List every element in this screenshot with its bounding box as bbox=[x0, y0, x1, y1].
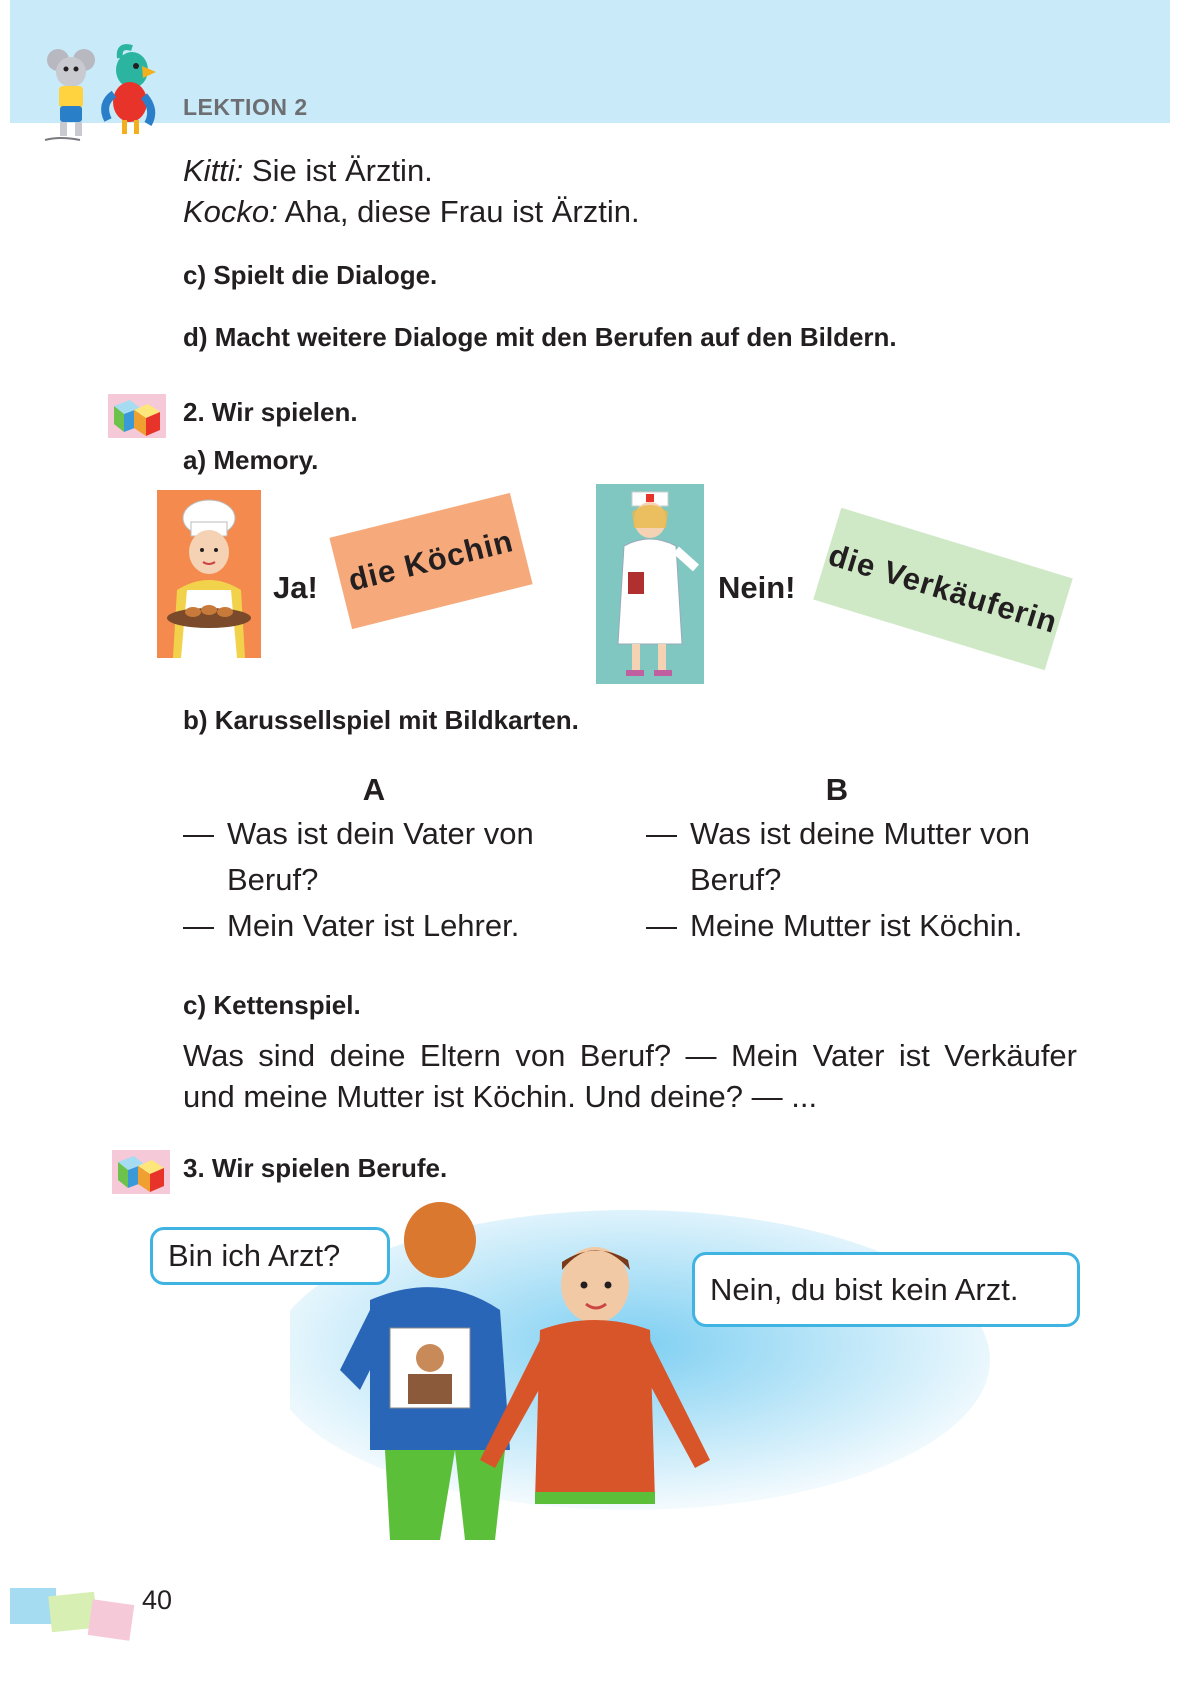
dialog-line-kocko bbox=[183, 191, 640, 232]
dialog-line-kitti bbox=[183, 150, 433, 191]
dialog-text: Sie ist Ärztin. bbox=[243, 153, 433, 188]
lesson-label: LEKTION 2 bbox=[183, 94, 308, 120]
exercise-2-title: 2. Wir spielen. bbox=[183, 397, 358, 427]
column-b-dialog bbox=[646, 811, 1030, 949]
exercise-2a-label: a) Memory. bbox=[183, 445, 319, 475]
speech-text-right: Nein, du bist kein Arzt. bbox=[710, 1271, 1019, 1307]
dice-icon bbox=[108, 392, 166, 440]
column-a-dialog bbox=[183, 811, 534, 949]
column-a-question: Was ist dein Vater von bbox=[227, 816, 534, 851]
dash: — bbox=[183, 816, 214, 851]
dash: — bbox=[183, 908, 214, 943]
column-a-head: A bbox=[362, 772, 386, 807]
speech-bubble-right bbox=[692, 1252, 1080, 1327]
chain-game-text: Was sind deine Eltern von Beruf? — Mein Vater ist Verkäufer und meine Mutter ist Köchin. Und deine? — ... bbox=[183, 1038, 1077, 1114]
doctor-picture bbox=[596, 484, 704, 684]
task-c: c) Spielt die Dialoge. bbox=[183, 260, 438, 290]
dash: — bbox=[646, 816, 677, 851]
speaker-name: Kocko: bbox=[183, 194, 278, 229]
mascots-illustration bbox=[40, 44, 165, 149]
page-number: 40 bbox=[142, 1585, 173, 1615]
exercise-2c-label: c) Kettenspiel. bbox=[183, 990, 361, 1020]
memory-no: Nein! bbox=[718, 570, 796, 605]
footer-squares-decoration bbox=[10, 1584, 145, 1646]
speech-text-left: Bin ich Arzt? bbox=[168, 1238, 341, 1273]
cook-picture bbox=[157, 490, 261, 658]
memory-yes: Ja! bbox=[273, 570, 318, 605]
column-a-question-cont: Beruf? bbox=[227, 862, 319, 897]
dialog-text: Aha, diese Frau ist Ärztin. bbox=[277, 194, 640, 229]
column-b-answer: Meine Mutter ist Köchin. bbox=[690, 908, 1023, 943]
memory-card-verkaeuferin: die Verkäuferin bbox=[813, 508, 1072, 671]
speaker-name: Kitti: bbox=[183, 153, 244, 188]
memory-card-koechin: die Köchin bbox=[329, 493, 532, 629]
dash: — bbox=[646, 908, 677, 943]
column-b-question-cont: Beruf? bbox=[690, 862, 782, 897]
column-b-question: Was ist deine Mutter von bbox=[690, 816, 1030, 851]
task-d: d) Macht weitere Dialoge mit den Berufen auf den Bildern. bbox=[183, 322, 897, 352]
dice-icon bbox=[112, 1148, 170, 1196]
column-a-answer: Mein Vater ist Lehrer. bbox=[227, 908, 520, 943]
speech-bubble-left bbox=[150, 1227, 390, 1285]
exercise-3-title: 3. Wir spielen Berufe. bbox=[183, 1153, 448, 1183]
exercise-2b-label: b) Karussellspiel mit Bildkarten. bbox=[183, 705, 579, 735]
column-b-head: B bbox=[825, 772, 849, 807]
